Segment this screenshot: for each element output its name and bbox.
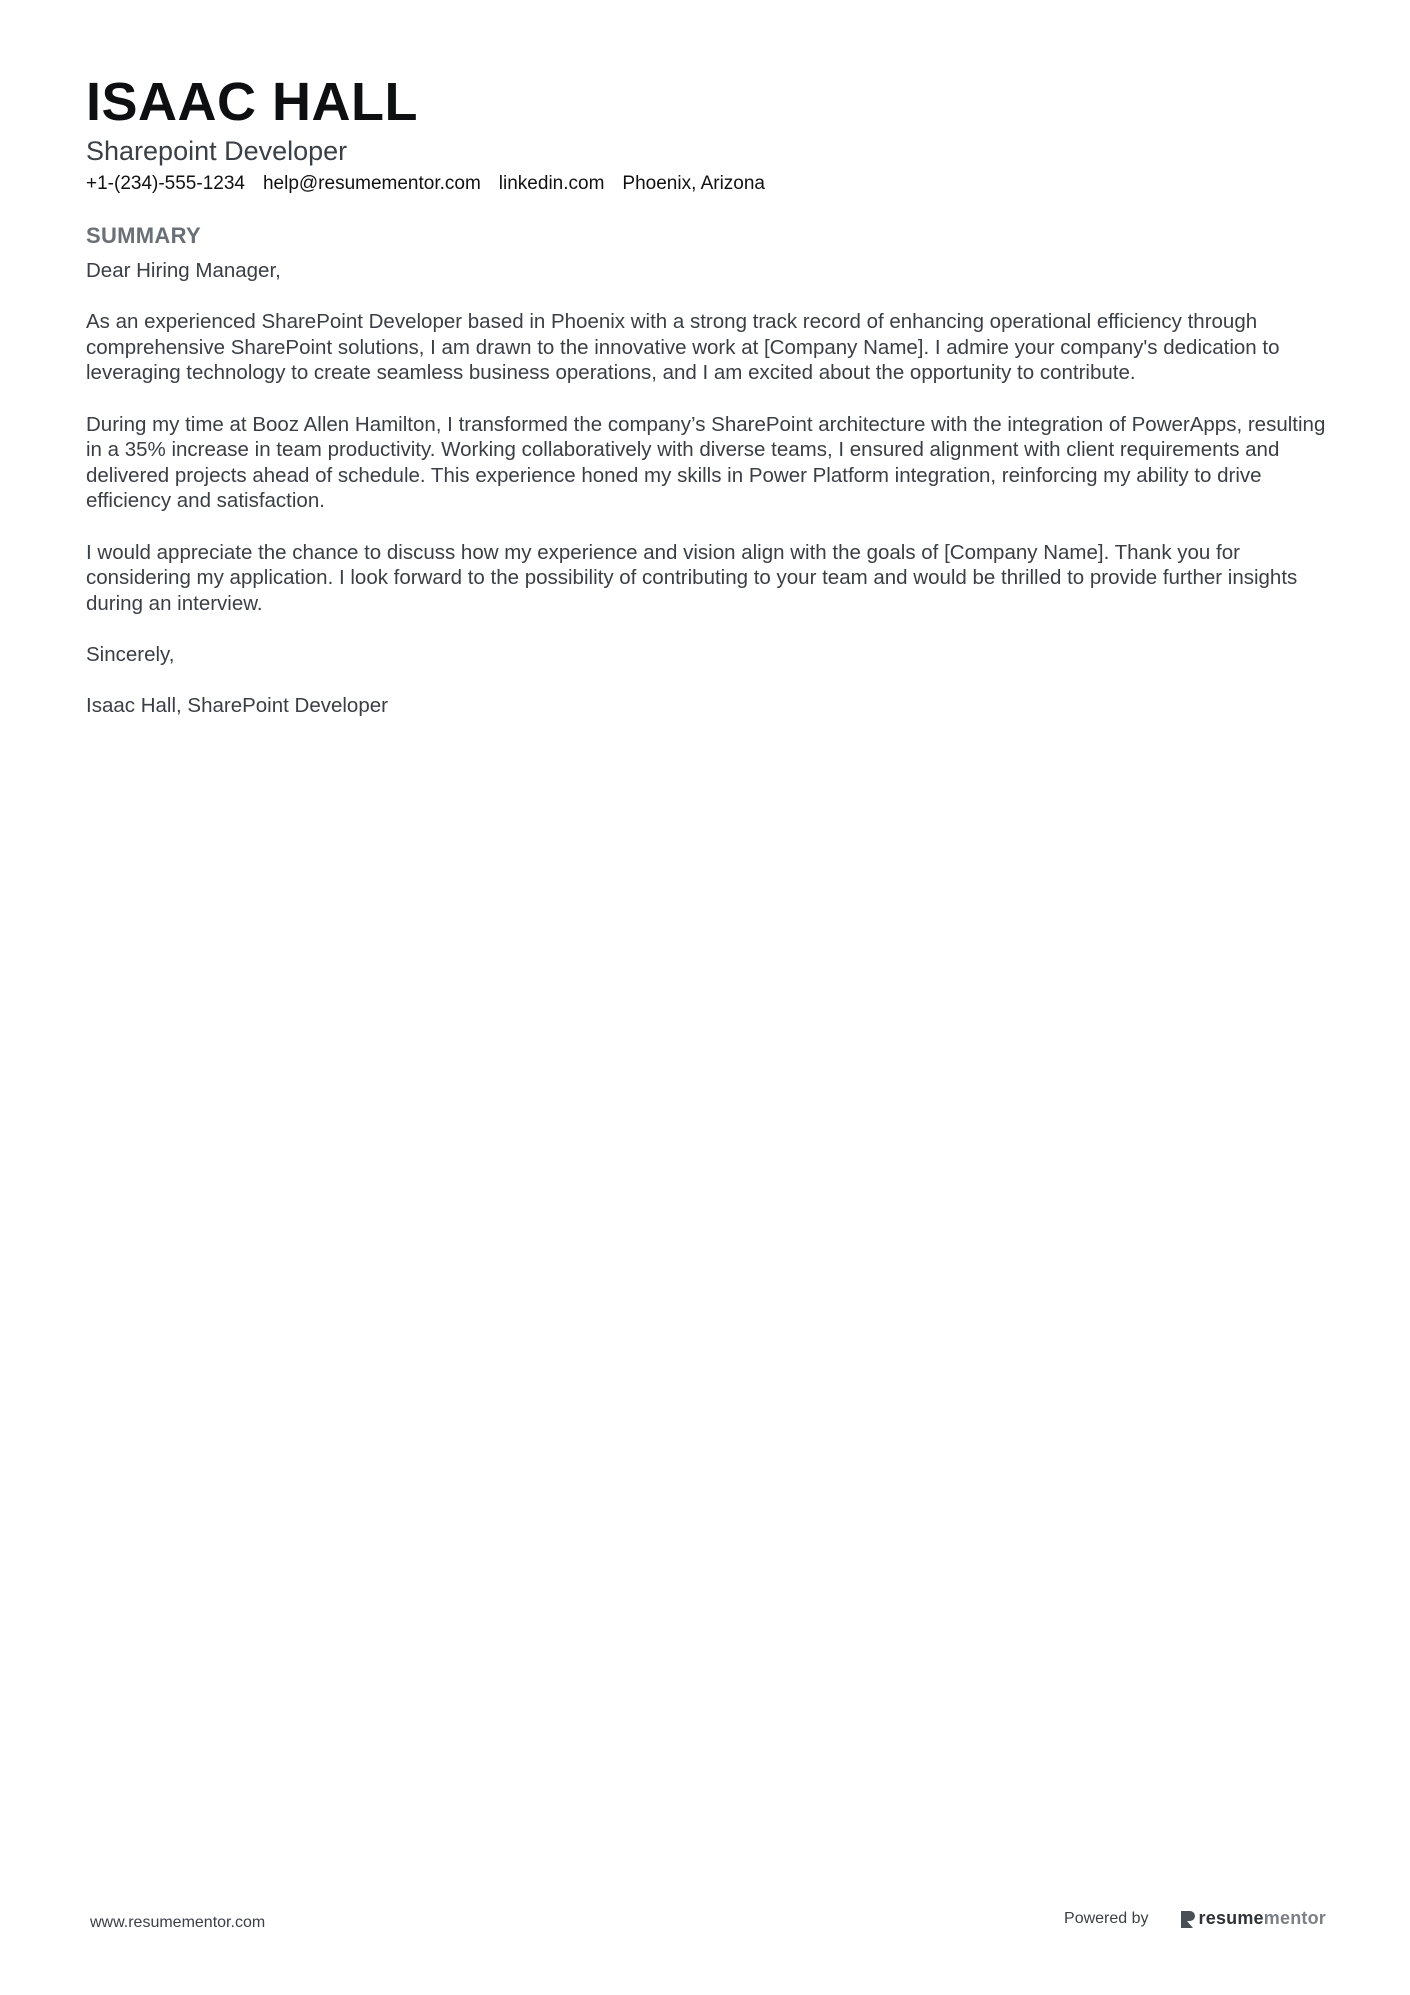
footer-website: www.resumementor.com [90, 1914, 266, 1931]
job-title: Sharepoint Developer [86, 136, 348, 166]
phone-number: +1-(234)-555-1234 [86, 173, 245, 194]
greeting: Dear Hiring Manager, [86, 259, 281, 282]
footer-branding [1064, 1908, 1326, 1929]
closing: Sincerely, [86, 642, 175, 666]
location: Phoenix, Arizona [622, 173, 765, 194]
letter-paragraph-3: I would appreciate the chance to discuss how my experience and vision align with the goals of [Company Name]. Thank you for considering my application. I look forward to the possibility of contributing to your team and would be thrilled to provide further insights during an interview. [86, 540, 1298, 615]
resume-header [86, 72, 1326, 196]
candidate-name: ISAAC HALL [86, 72, 418, 132]
brand-name-part2: mentor [1263, 1908, 1326, 1928]
summary-heading: SUMMARY [86, 223, 201, 248]
resumementor-logo-icon [1179, 1909, 1195, 1929]
contact-info [86, 172, 1326, 196]
letter-paragraph-2: During my time at Booz Allen Hamilton, I transformed the company’s SharePoint architecture with the integration of PowerApps, resulting in a 35% increase in team productivity. Working collaboratively with diverse teams, I ensured alignment with client requirements and delivered projects ahead of schedule. This experience honed my skills in Power Platform integration, reinforcing my ability to drive efficiency and satisfaction. [86, 412, 1326, 513]
powered-by-label: Powered by [1064, 1909, 1149, 1927]
brand-name-part1: resume [1198, 1908, 1264, 1928]
email-address: help@resumementor.com [262, 173, 481, 194]
signature: Isaac Hall, SharePoint Developer [86, 694, 388, 718]
letter-paragraph-1: As an experienced SharePoint Developer based in Phoenix with a strong track record of enhancing operational efficiency through comprehensive SharePoint solutions, I am drawn to the innovative work at [Company Name]. I admire your company's dedication to leveraging technology to create seamless business operations, and I am excited about the opportunity to contribute. [86, 310, 1280, 385]
linkedin-link: linkedin.com [498, 173, 605, 194]
brand-logo [1179, 1908, 1326, 1929]
summary-section [86, 222, 1336, 744]
